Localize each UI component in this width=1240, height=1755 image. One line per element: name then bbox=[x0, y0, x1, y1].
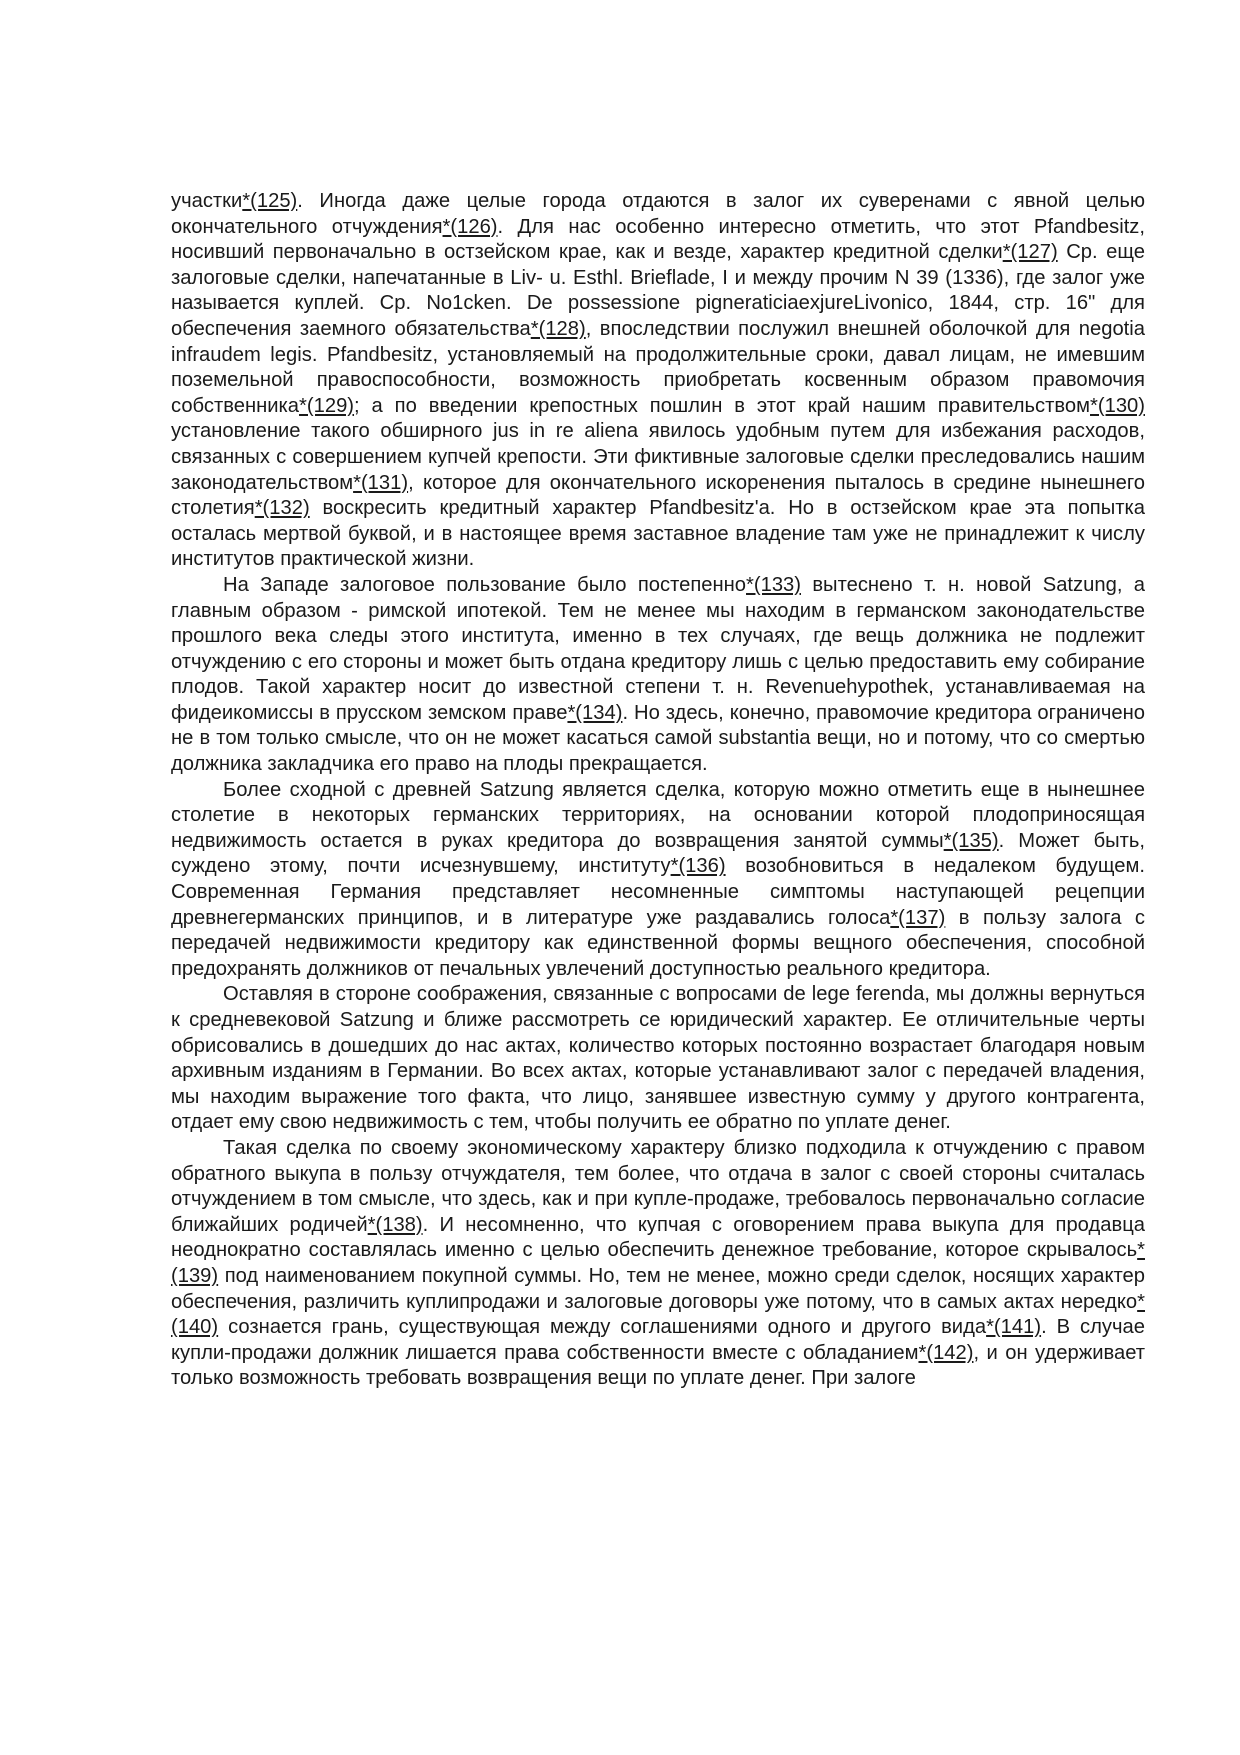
footnote-link[interactable]: *(129) bbox=[299, 394, 355, 417]
text-run: Ср. еще залоговые сделки, напечатанные в Liv- u. Esthl. Brieflade, I и между прочим N 39 (1336), где залог уже называется куплей. Ср. No1cken. De possessione pigneraticiaexjureLivonico, 1844, стр. 16" для обеспечения заемного обязательства bbox=[171, 241, 1145, 340]
footnote-link[interactable]: *(128) bbox=[530, 317, 586, 340]
footnote-link[interactable]: *(138) bbox=[367, 1213, 423, 1236]
footnote-link[interactable]: *(131) bbox=[353, 471, 409, 494]
text-run: возобновиться в недалеком будущем. Современная Германия представляет несомненные симптомы наступающей рецепции древнегерманских принципов, и в литературе уже раздавались голоса bbox=[171, 855, 1145, 929]
document-page bbox=[171, 189, 1145, 1392]
paragraph bbox=[171, 778, 1145, 983]
text-run: . В случае купли-продажи должник лишается права собственности вместе с обладанием bbox=[171, 1316, 1146, 1364]
footnote-link[interactable]: *(136) bbox=[670, 855, 726, 878]
text-run: . Иногда даже целые города отдаются в залог их суверенами с явной целью окончательного отчуждения bbox=[171, 190, 1145, 238]
text-run: в пользу залога с передачей недвижимости кредитору как единственной формы вещного обеспечения, способной предохранять должников от печальных увлечений доступностью реального кредитора. bbox=[171, 906, 1145, 980]
text-run: Более сходной с древней Satzung является сделка, которую можно отметить еще в нынешнее столетие в некоторых германских территориях, на основании которой плодоприносящая недвижимость остается в руках кредитора до возвращения занятой суммы bbox=[171, 778, 1145, 852]
footnote-link[interactable]: *(137) bbox=[890, 906, 946, 929]
footnote-link[interactable]: *(132) bbox=[254, 497, 310, 520]
footnote-link[interactable]: *(130) bbox=[1090, 394, 1145, 417]
footnote-link[interactable]: *(127) bbox=[1002, 241, 1058, 264]
footnote-link[interactable]: *(125) bbox=[242, 190, 298, 212]
text-run: вытеснено т. н. новой Satzung, а главным образом - римской ипотекой. Тем не менее мы находим в германском законодательстве прошлого века следы этого института, именно в тех случаях, где вещь должника не подлежит отчуждению с его стороны и может быть отдана кредитору лишь с целью предоставить ему собирание плодов. Такой характер носит до известной степени т. н. Revenuehypothek, устанавливаемая на фидеикомиссы в прусском земском праве bbox=[171, 573, 1145, 724]
footnote-link[interactable]: *(142) bbox=[918, 1341, 974, 1364]
text-run: На Западе залоговое пользование было постепенно bbox=[223, 573, 747, 596]
paragraph bbox=[171, 1136, 1145, 1392]
footnote-link[interactable]: *(141) bbox=[986, 1316, 1042, 1339]
paragraph bbox=[171, 189, 1145, 573]
footnote-link[interactable]: *(133) bbox=[746, 573, 801, 596]
text-run: участки bbox=[171, 190, 243, 212]
text-run: , впоследствии послужил внешней оболочкой для negotia infraudem legis. Pfandbesitz, установляемый на продолжительные сроки, давал лицам, не имевшим поземельной правоспособности, возможность приобретать косвенным образом правомочия собственника bbox=[171, 317, 1145, 417]
text-run: . Но здесь, конечно, правомочие кредитора ограничено не в том только смысле, что он не может касаться самой substantia вещи, но и потому, что со смертью должника закладчика его право на плоды прекращается. bbox=[171, 701, 1146, 776]
text-run: , и он удерживает только возможность требовать возвращения вещи по уплате денег. При залоге bbox=[171, 1341, 1145, 1390]
text-run: установление такого обширного jus in re aliena явилось удобным путем для избежания расходов, связанных с совершением купчей крепости. Эти фиктивные залоговые сделки преследовались нашим законодательством bbox=[171, 420, 1145, 494]
text-run: сознается грань, существующая между соглашениями одного и другого вида bbox=[218, 1316, 987, 1339]
footnote-link[interactable]: *(139) bbox=[171, 1239, 1145, 1287]
footnote-link[interactable]: *(126) bbox=[442, 215, 498, 238]
paragraph bbox=[171, 573, 1145, 778]
text-run: . И несомненно, что купчая с оговорением права выкупа для продавца неоднократно составлялась именно с целью обеспечить денежное требование, которое скрывалось bbox=[171, 1213, 1145, 1262]
text-run: . Для нас особенно интересно отметить, что этот Pfandbesitz, носивший первоначально в остзейском крае, как и везде, характер кредитной сделки bbox=[171, 215, 1146, 264]
text-run: воскресить кредитный характер Pfandbesitz'a. Но в остзейском крае эта попытка осталась мертвой буквой, и в настоящее время заставное владение там уже не принадлежит к числу институтов практической жизни. bbox=[171, 497, 1145, 571]
text-run: под наименованием покупной суммы. Но, тем не менее, можно среди сделок, носящих характер обеспечения, различить куплипродажи и залоговые договоры уже потому, что в самых актах нередко bbox=[171, 1264, 1145, 1313]
text-run: , которое для окончательного искоренения пыталось в средине нынешнего столетия bbox=[171, 471, 1145, 520]
footnote-link[interactable]: *(140) bbox=[171, 1290, 1145, 1339]
text-run: Такая сделка по своему экономическому характеру близко подходила к отчуждению с правом обратного выкупа в пользу отчуждателя, тем более, что отдача в залог с своей стороны считалась отчуждением в том смысле, что здесь, как и при купле-продаже, требовалось первоначально согласие ближайших родичей bbox=[171, 1136, 1145, 1236]
footnote-link[interactable]: *(134) bbox=[567, 701, 623, 724]
text-run: . Может быть, суждено этому, почти исчезнувшему, институту bbox=[171, 829, 1146, 878]
text-run: ; а по введении крепостных пошлин в этот край нашим правительством bbox=[354, 394, 1091, 417]
text-run: Оставляя в стороне соображения, связанные с вопросами de lege ferenda, мы должны вернуться к средневековой Satzung и ближе рассмотреть се юридический характер. Ее отличительные черты обрисовались в дошедших до нас актах, количество которых постоянно возрастает благодаря новым архивным изданиям в Германии. Во всех актах, которые устанавливают залог с передачей владения, мы находим выражение того факта, что лицо, занявшее известную сумму у другого контрагента, отдает ему свою недвижимость с тем, чтобы получить ее обратно по уплате денег. bbox=[171, 983, 1145, 1134]
paragraph bbox=[171, 982, 1145, 1136]
footnote-link[interactable]: *(135) bbox=[943, 829, 999, 852]
